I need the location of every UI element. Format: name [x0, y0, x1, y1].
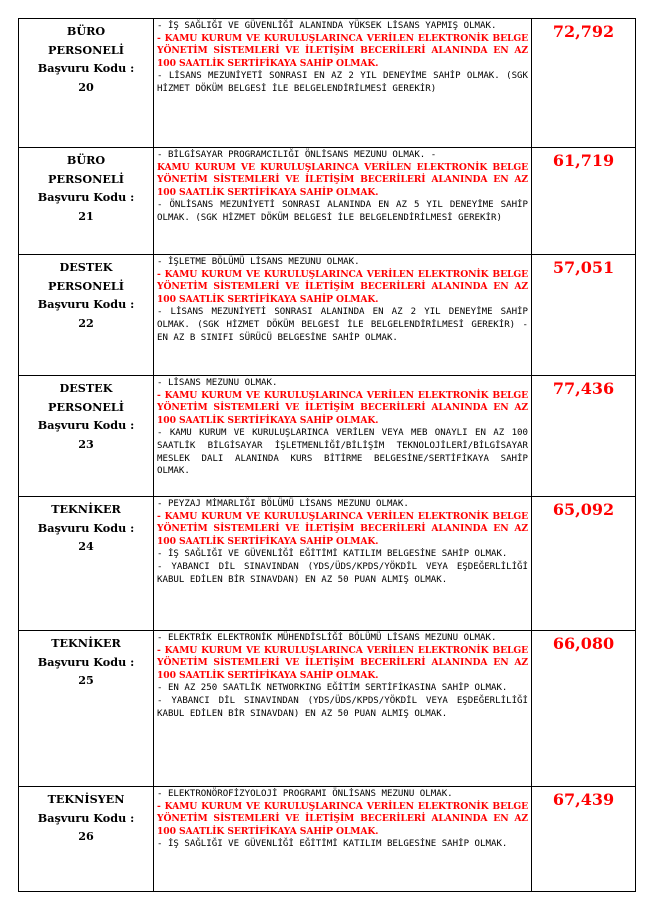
position-title: PERSONELİ	[48, 278, 124, 293]
position-cell	[19, 255, 154, 375]
position-title: TEKNİSYEN	[47, 792, 125, 806]
requirements-cell	[154, 19, 532, 147]
position-cell	[19, 19, 154, 147]
application-code: 20	[78, 79, 94, 94]
application-code-label: Başvuru Kodu :	[37, 61, 135, 75]
application-code-label: Başvuru Kodu :	[37, 297, 135, 311]
amount-value: 72,792	[552, 22, 615, 41]
requirements-cell	[154, 497, 532, 630]
amount-value: 77,436	[552, 379, 615, 398]
amount-cell	[532, 148, 635, 254]
position-title: BÜRO	[66, 24, 106, 38]
amount-cell	[532, 631, 635, 786]
application-code: 22	[78, 315, 94, 330]
application-code: 25	[78, 673, 94, 687]
amount-value: 66,080	[552, 634, 615, 653]
requirement-item: - YABANCI DİL SINAVINDAN (YDS/ÜDS/KPDS/YÖKDİL VEYA EŞDEĞERLİLİĞİ KABUL EDİLEN BİR SINAVDAN) EN AZ 50 PUAN ALMIŞ OLMAK.	[157, 561, 528, 585]
application-code: 24	[78, 539, 94, 553]
requirement-item-highlighted: - KAMU KURUM VE KURULUŞLARINCA VERİLEN ELEKTRONİK BELGE YÖNETİM SİSTEMLERİ VE İLETİŞİM BECERİLERİ ALANINDA EN AZ 100 SAATLİK SERTİFİKAYA SAHİP OLMAK.	[157, 510, 528, 547]
position-cell	[19, 497, 154, 630]
application-code-label: Başvuru Kodu :	[37, 520, 135, 535]
requirement-item-highlighted: - KAMU KURUM VE KURULUŞLARINCA VERİLEN ELEKTRONİK BELGE YÖNETİM SİSTEMLERİ VE İLETİŞİM BECERİLERİ ALANINDA EN AZ 100 SAATLİK SERTİFİKAYA SAHİP OLMAK.	[157, 800, 528, 837]
requirement-item: - LİSANS MEZUNİYETİ SONRASI ALANINDA EN AZ 2 YIL DENEYİME SAHİP OLMAK. (SGK HİZMET DÖKÜM BELGESİ İLE BELGELENDİRİLMESİ GEREKİR) - EN AZ B SINIFI SÜRÜCÜ BELGESİNE SAHİP OLMAK.	[157, 307, 528, 343]
amount-cell	[532, 787, 635, 891]
requirement-item: - ELEKTRONÖROFİZYOLOJİ PROGRAMI ÖNLİSANS MEZUNU OLMAK.	[157, 789, 453, 799]
requirement-item-highlighted: - KAMU KURUM VE KURULUŞLARINCA VERİLEN ELEKTRONİK BELGE YÖNETİM SİSTEMLERİ VE İLETİŞİM BECERİLERİ ALANINDA EN AZ 100 SAATLİK SERTİFİKAYA SAHİP OLMAK.	[157, 389, 528, 426]
requirement-item: - İŞ SAĞLIĞI VE GÜVENLİĞİ EĞİTİMİ KATILIM BELGESİNE SAHİP OLMAK.	[157, 839, 508, 850]
application-code: 26	[78, 829, 94, 843]
requirement-item: - İŞLETME BÖLÜMÜ LİSANS MEZUNU OLMAK.	[157, 257, 360, 267]
position-title: PERSONELİ	[48, 42, 124, 57]
requirements-table	[18, 18, 636, 892]
requirement-item: - ELEKTRİK ELEKTRONİK MÜHENDİSLİĞİ BÖLÜMÜ LİSANS MEZUNU OLMAK.	[157, 633, 497, 643]
position-cell	[19, 376, 154, 496]
requirement-item: - ÖNLİSANS MEZUNİYETİ SONRASI ALANINDA EN AZ 5 YIL DENEYİME SAHİP OLMAK. (SGK HİZMET DÖKÜM BELGESİ İLE BELGELENDİRİLMESİ GEREKİR)	[157, 200, 528, 223]
position-title: PERSONELİ	[48, 171, 124, 186]
table-row	[19, 787, 635, 891]
amount-value: 61,719	[552, 151, 615, 170]
application-code-label: Başvuru Kodu :	[37, 190, 135, 204]
amount-cell	[532, 255, 635, 375]
application-code-label: Başvuru Kodu :	[37, 418, 135, 432]
amount-cell	[532, 497, 635, 630]
position-cell	[19, 148, 154, 254]
requirement-item-highlighted: - KAMU KURUM VE KURULUŞLARINCA VERİLEN ELEKTRONİK BELGE YÖNETİM SİSTEMLERİ VE İLETİŞİM BECERİLERİ ALANINDA EN AZ 100 SAATLİK SERTİFİKAYA SAHİP OLMAK.	[157, 644, 528, 681]
table-row	[19, 255, 635, 376]
amount-cell	[532, 376, 635, 496]
requirement-item: - LİSANS MEZUNU OLMAK.	[157, 378, 278, 388]
table-row	[19, 631, 635, 787]
position-title: DESTEK	[59, 260, 113, 274]
amount-value: 65,092	[552, 500, 615, 519]
application-code: 21	[78, 208, 94, 223]
requirements-cell	[154, 255, 532, 375]
requirement-item: - İŞ SAĞLIĞI VE GÜVENLİĞİ ALANINDA YÜKSEK LİSANS YAPMIŞ OLMAK.	[157, 21, 497, 31]
table-row	[19, 497, 635, 631]
application-code-label: Başvuru Kodu :	[37, 654, 135, 669]
requirement-item: - LİSANS MEZUNİYETİ SONRASI EN AZ 2 YIL DENEYİME SAHİP OLMAK. (SGK HİZMET DÖKÜM BELGESİ İLE BELGELENDİRİLMESİ GEREKİR)	[157, 71, 528, 94]
application-code-label: Başvuru Kodu :	[37, 810, 135, 825]
requirement-item: - İŞ SAĞLIĞI VE GÜVENLİĞİ EĞİTİMİ KATILIM BELGESİNE SAHİP OLMAK.	[157, 549, 508, 560]
requirements-cell	[154, 787, 532, 891]
requirements-cell	[154, 376, 532, 496]
requirement-item: - KAMU KURUM VE KURULUŞLARINCA VERİLEN VEYA MEB ONAYLI EN AZ 100 SAATLİK BİLGİSAYAR İŞLETMENLİĞİ/BİLİŞİM TEKNOLOJİLERİ/BİLGİSAYAR MESLEK DALI ALANINDA KURS BİTİRME BELGESİNE/SERTİFİKAYA SAHİP OLMAK.	[157, 428, 528, 477]
amount-value: 57,051	[552, 258, 615, 277]
requirement-item: - PEYZAJ MİMARLIĞI BÖLÜMÜ LİSANS MEZUNU OLMAK.	[157, 499, 409, 509]
position-title: TEKNİKER	[51, 502, 121, 516]
requirement-item: - BİLGİSAYAR PROGRAMCILIĞI ÖNLİSANS MEZUNU OLMAK. -	[157, 150, 437, 160]
table-row	[19, 376, 635, 497]
table-row	[19, 148, 635, 255]
amount-value: 67,439	[552, 790, 615, 809]
position-title: DESTEK	[59, 381, 113, 395]
position-cell	[19, 787, 154, 891]
requirements-cell	[154, 148, 532, 254]
position-title: TEKNİKER	[51, 636, 121, 650]
requirement-item: - EN AZ 250 SAATLİK NETWORKING EĞİTİM SERTİFİKASINA SAHİP OLMAK.	[157, 683, 508, 694]
requirement-item: - YABANCI DİL SINAVINDAN (YDS/ÜDS/KPDS/YÖKDİL VEYA EŞDEĞERLİLİĞİ KABUL EDİLEN BİR SINAVDAN) EN AZ 50 PUAN ALMIŞ OLMAK.	[157, 695, 528, 719]
requirements-cell	[154, 631, 532, 786]
requirement-item-highlighted: - KAMU KURUM VE KURULUŞLARINCA VERİLEN ELEKTRONİK BELGE YÖNETİM SİSTEMLERİ VE İLETİŞİM BECERİLERİ ALANINDA EN AZ 100 SAATLİK SERTİFİKAYA SAHİP OLMAK.	[157, 268, 528, 305]
application-code: 23	[78, 436, 94, 451]
position-cell	[19, 631, 154, 786]
position-title: PERSONELİ	[48, 399, 124, 414]
requirement-item-highlighted: KAMU KURUM VE KURULUŞLARINCA VERİLEN ELEKTRONİK BELGE YÖNETİM SİSTEMLERİ VE İLETİŞİM BECERİLERİ ALANINDA EN AZ 100 SAATLİK SERTİFİKAYA SAHİP OLMAK.	[157, 161, 528, 198]
position-title: BÜRO	[66, 153, 106, 167]
table-row	[19, 19, 635, 148]
amount-cell	[532, 19, 635, 147]
requirement-item-highlighted: - KAMU KURUM VE KURULUŞLARINCA VERİLEN ELEKTRONİK BELGE YÖNETİM SİSTEMLERİ VE İLETİŞİM BECERİLERİ ALANINDA EN AZ 100 SAATLİK SERTİFİKAYA SAHİP OLMAK.	[157, 32, 528, 69]
